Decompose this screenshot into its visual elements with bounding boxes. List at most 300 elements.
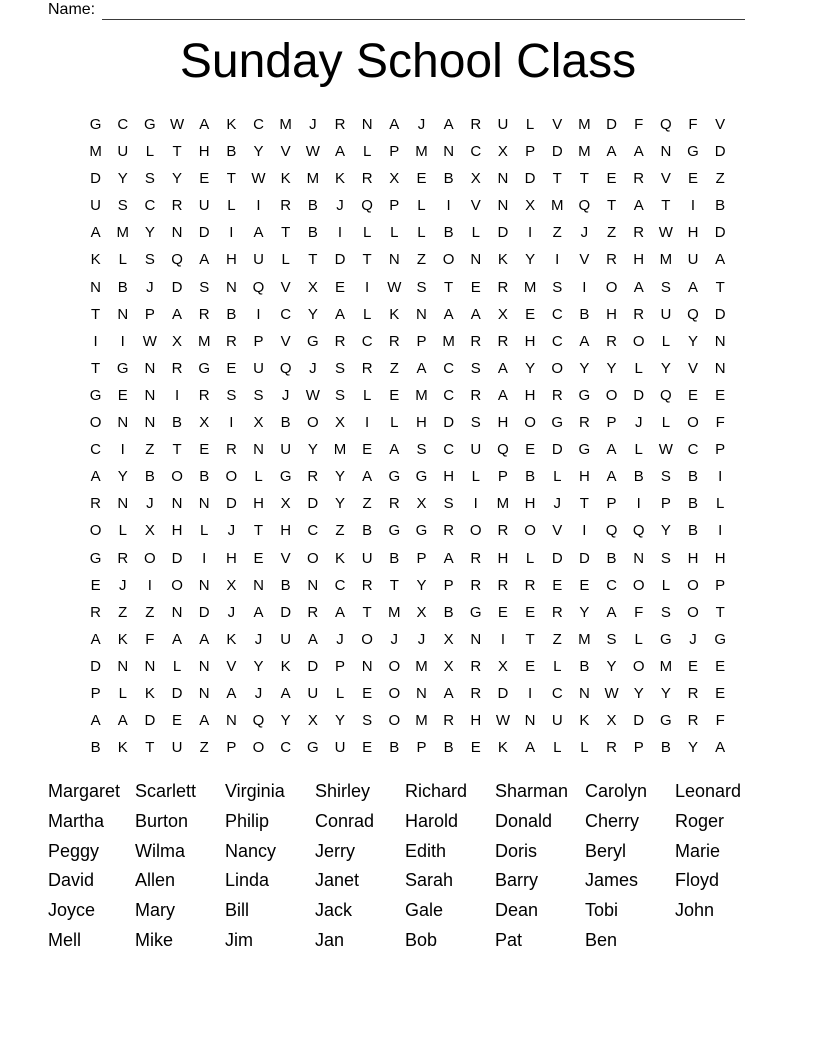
grid-letter: C xyxy=(551,332,563,350)
grid-row xyxy=(82,517,734,544)
word-item: Sarah xyxy=(405,870,454,891)
grid-letter: L xyxy=(553,739,562,757)
grid-letter: E xyxy=(715,657,726,675)
grid-letter: Y xyxy=(253,143,264,161)
grid-letter: P xyxy=(389,143,400,161)
grid-letter: E xyxy=(90,576,101,594)
grid-letter: D xyxy=(307,657,319,675)
word-item: Allen xyxy=(135,870,176,891)
grid-letter: N xyxy=(144,657,156,675)
grid-letter: O xyxy=(388,712,401,730)
grid-letter: Y xyxy=(525,251,536,269)
word-item: Virginia xyxy=(225,781,285,801)
grid-letter: T xyxy=(579,495,589,513)
word-item: Edith xyxy=(405,840,447,861)
grid-letter: X xyxy=(443,630,454,648)
grid-letter: S xyxy=(416,441,427,459)
grid-letter: Q xyxy=(578,197,591,215)
name-blank-line xyxy=(102,0,745,20)
grid-letter: X xyxy=(416,603,427,621)
grid-letter: T xyxy=(715,278,725,296)
grid-letter: J xyxy=(254,630,263,648)
grid-letter: X xyxy=(280,495,291,513)
grid-letter: E xyxy=(715,386,726,404)
grid-letter: U xyxy=(334,739,346,757)
grid-letter: R xyxy=(687,712,699,730)
grid-letter: C xyxy=(551,305,563,323)
word-item: John xyxy=(675,900,715,921)
grid-letter: X xyxy=(199,414,210,432)
grid-letter: R xyxy=(470,386,482,404)
grid-letter: F xyxy=(634,116,644,133)
grid-letter: T xyxy=(172,441,182,459)
grid-letter: X xyxy=(497,657,508,675)
grid-row xyxy=(82,111,734,138)
grid-letter: S xyxy=(199,278,210,296)
grid-letter: D xyxy=(443,414,455,432)
grid-letter: K xyxy=(226,116,237,133)
grid-letter: A xyxy=(715,739,726,757)
grid-letter: R xyxy=(361,359,373,377)
grid-letter: T xyxy=(525,630,535,648)
grid-letter: P xyxy=(715,441,726,459)
grid-letter: X xyxy=(226,576,237,594)
grid-letter: N xyxy=(171,495,183,513)
grid-letter: N xyxy=(714,332,726,350)
grid-letter: L xyxy=(362,143,372,161)
grid-letter: Y xyxy=(660,522,671,540)
grid-letter: O xyxy=(171,468,183,486)
grid-letter: C xyxy=(551,684,563,702)
word-item: Roger xyxy=(675,810,725,831)
grid-letter: Y xyxy=(334,495,345,513)
grid-letter: B xyxy=(90,739,101,757)
grid-letter: O xyxy=(144,549,156,567)
grid-letter: D xyxy=(171,278,183,296)
grid-letter: X xyxy=(172,332,183,350)
grid-letter: V xyxy=(579,251,590,269)
grid-letter: I xyxy=(365,414,370,432)
grid-letter: S xyxy=(660,278,671,296)
grid-letter: T xyxy=(362,603,372,621)
grid-letter: R xyxy=(633,305,645,323)
grid-letter: E xyxy=(362,739,373,757)
grid-letter: Z xyxy=(715,170,725,188)
grid-letter: F xyxy=(688,116,698,133)
grid-letter: I xyxy=(473,495,478,513)
grid-letter: R xyxy=(388,495,400,513)
grid-letter: D xyxy=(551,441,563,459)
grid-letter: B xyxy=(579,305,590,323)
grid-letter: O xyxy=(632,657,645,675)
grid-letter: H xyxy=(524,495,536,513)
grid-letter: P xyxy=(389,197,400,215)
grid-row xyxy=(82,653,734,680)
grid-letter: E xyxy=(552,576,563,594)
grid-letter: I xyxy=(555,251,560,269)
grid-row xyxy=(82,626,734,653)
grid-letter: A xyxy=(443,684,454,702)
grid-letter: D xyxy=(633,386,645,404)
grid-letter: L xyxy=(661,414,671,432)
grid-letter: Z xyxy=(118,603,128,621)
word-item: Ben xyxy=(585,929,618,950)
grid-letter: L xyxy=(580,739,589,757)
grid-letter: J xyxy=(336,197,344,215)
grid-letter: S xyxy=(362,712,373,730)
grid-letter: U xyxy=(90,197,101,215)
grid-letter: A xyxy=(172,630,183,648)
grid-letter: E xyxy=(470,739,481,757)
grid-letter: A xyxy=(443,549,454,567)
grid-letter: C xyxy=(470,143,482,161)
grid-letter: K xyxy=(117,630,128,648)
grid-letter: L xyxy=(362,305,372,323)
grid-letter: N xyxy=(470,630,482,648)
grid-row xyxy=(82,436,734,463)
grid-row xyxy=(82,545,734,572)
grid-letter: R xyxy=(470,549,482,567)
grid-letter: A xyxy=(606,468,617,486)
grid-letter: H xyxy=(198,143,210,161)
grid-row xyxy=(82,138,734,165)
grid-row xyxy=(82,192,734,219)
grid-letter: Z xyxy=(145,441,155,459)
grid-letter: V xyxy=(226,657,237,675)
grid-letter: K xyxy=(280,657,291,675)
grid-letter: C xyxy=(361,332,373,350)
grid-letter: C xyxy=(280,305,292,323)
grid-letter: Q xyxy=(632,522,645,540)
grid-letter: M xyxy=(442,332,455,350)
grid-letter: U xyxy=(253,251,264,269)
grid-letter: U xyxy=(307,684,319,702)
grid-letter: H xyxy=(416,414,427,432)
word-item: Jan xyxy=(315,929,345,950)
grid-letter: I xyxy=(147,576,152,594)
grid-letter: O xyxy=(551,359,564,377)
grid-letter: R xyxy=(198,386,210,404)
word-list-column xyxy=(225,777,315,956)
grid-letter: R xyxy=(280,197,292,215)
grid-letter: R xyxy=(307,468,319,486)
grid-letter: H xyxy=(225,251,237,269)
grid-letter: D xyxy=(524,170,536,188)
grid-letter: J xyxy=(146,495,154,513)
grid-letter: Y xyxy=(606,359,617,377)
grid-letter: P xyxy=(606,495,617,513)
grid-letter: J xyxy=(634,414,643,432)
grid-letter: C xyxy=(334,576,346,594)
grid-letter: R xyxy=(225,441,237,459)
grid-letter: G xyxy=(551,414,564,432)
grid-letter: J xyxy=(281,386,290,404)
word-item: Sharman xyxy=(495,781,569,801)
grid-letter: G xyxy=(469,603,482,621)
word-list xyxy=(48,777,765,956)
word-item: Carolyn xyxy=(585,781,648,801)
word-item: Jim xyxy=(225,929,253,950)
grid-letter: O xyxy=(171,576,183,594)
grid-letter: A xyxy=(633,278,644,296)
grid-letter: S xyxy=(226,386,237,404)
grid-letter: Y xyxy=(117,170,128,188)
grid-letter: O xyxy=(605,386,618,404)
grid-letter: B xyxy=(144,468,155,486)
grid-letter: V xyxy=(280,143,291,161)
grid-letter: T xyxy=(281,224,291,242)
grid-letter: E xyxy=(362,684,373,702)
grid-letter: E xyxy=(334,278,345,296)
grid-letter: N xyxy=(198,576,210,594)
grid-letter: X xyxy=(416,495,427,513)
grid-letter: A xyxy=(90,712,101,730)
word-list-column xyxy=(135,777,225,956)
grid-letter: I xyxy=(120,441,125,459)
grid-letter: H xyxy=(687,224,699,242)
grid-letter: M xyxy=(333,441,347,459)
grid-letter: K xyxy=(334,549,345,567)
grid-letter: Z xyxy=(335,522,345,540)
grid-letter: N xyxy=(225,278,237,296)
grid-letter: W xyxy=(604,684,619,702)
grid-letter: P xyxy=(253,332,264,350)
grid-letter: R xyxy=(470,116,482,133)
grid-letter: R xyxy=(497,332,509,350)
grid-letter: M xyxy=(578,630,591,648)
grid-letter: L xyxy=(661,332,671,350)
grid-letter: G xyxy=(89,116,102,133)
grid-letter: C xyxy=(90,441,101,459)
grid-letter: O xyxy=(469,522,482,540)
grid-letter: N xyxy=(443,143,455,161)
grid-letter: O xyxy=(687,414,699,432)
grid-letter: G xyxy=(415,468,428,486)
grid-letter: Y xyxy=(688,332,699,350)
grid-letter: E xyxy=(362,441,373,459)
word-list-column xyxy=(405,777,495,956)
grid-letter: B xyxy=(443,739,454,757)
grid-letter: S xyxy=(660,549,671,567)
grid-letter: G xyxy=(279,468,292,486)
word-item: Jack xyxy=(315,900,353,921)
grid-letter: U xyxy=(280,630,292,648)
grid-letter: D xyxy=(606,116,617,133)
grid-letter: N xyxy=(225,712,237,730)
grid-letter: B xyxy=(715,197,726,215)
grid-letter: I xyxy=(174,386,180,404)
grid-letter: C xyxy=(443,359,455,377)
grid-letter: C xyxy=(606,576,617,594)
name-label: Name: xyxy=(48,1,96,18)
grid-letter: L xyxy=(417,224,426,242)
word-item: Mell xyxy=(48,929,82,950)
grid-letter: A xyxy=(253,224,264,242)
grid-letter: O xyxy=(306,549,319,567)
grid-letter: G xyxy=(388,468,401,486)
grid-letter: Y xyxy=(416,576,427,594)
grid-letter: R xyxy=(524,576,536,594)
grid-letter: R xyxy=(307,603,319,621)
grid-letter: P xyxy=(416,549,427,567)
grid-letter: R xyxy=(334,332,346,350)
grid-letter: R xyxy=(497,278,509,296)
grid-letter: G xyxy=(306,332,319,350)
grid-letter: R xyxy=(497,522,509,540)
grid-letter: S xyxy=(144,251,155,269)
word-list-column xyxy=(48,777,135,956)
grid-letter: G xyxy=(578,386,591,404)
grid-row xyxy=(82,680,734,707)
grid-letter: B xyxy=(199,468,210,486)
grid-letter: B xyxy=(443,603,454,621)
grid-letter: I xyxy=(582,278,587,296)
grid-row xyxy=(82,274,734,301)
grid-letter: D xyxy=(551,549,563,567)
grid-letter: A xyxy=(633,143,644,161)
grid-letter: K xyxy=(90,251,101,269)
grid-letter: L xyxy=(634,441,643,459)
grid-letter: R xyxy=(90,495,101,513)
grid-letter: M xyxy=(578,116,591,133)
grid-letter: E xyxy=(688,170,699,188)
grid-letter: G xyxy=(144,116,156,133)
grid-letter: J xyxy=(309,359,317,377)
grid-letter: U xyxy=(551,712,563,730)
grid-letter: I xyxy=(527,224,533,242)
grid-letter: U xyxy=(660,305,672,323)
grid-letter: H xyxy=(280,522,292,540)
grid-letter: Z xyxy=(552,224,562,242)
grid-letter: B xyxy=(688,495,699,513)
grid-letter: P xyxy=(144,305,155,323)
grid-letter: X xyxy=(497,143,508,161)
grid-letter: L xyxy=(634,630,643,648)
grid-letter: O xyxy=(442,251,455,269)
grid-letter: B xyxy=(307,224,318,242)
grid-letter: Y xyxy=(660,684,671,702)
grid-letter: T xyxy=(444,278,454,296)
grid-letter: Q xyxy=(171,251,183,269)
grid-letter: K xyxy=(497,739,508,757)
grid-letter: T xyxy=(90,359,101,377)
grid-letter: I xyxy=(527,684,533,702)
grid-letter: I xyxy=(256,197,261,215)
grid-letter: T xyxy=(606,197,617,215)
grid-letter: Z xyxy=(362,495,372,513)
grid-letter: Y xyxy=(307,305,318,323)
grid-letter: L xyxy=(553,657,562,675)
grid-letter: O xyxy=(388,657,401,675)
grid-letter: W xyxy=(305,143,320,161)
grid-letter: A xyxy=(470,305,481,323)
grid-letter: C xyxy=(117,116,129,133)
grid-letter: I xyxy=(690,197,696,215)
word-list-column xyxy=(315,777,405,956)
grid-letter: M xyxy=(578,143,591,161)
grid-letter: M xyxy=(116,224,129,242)
grid-letter: S xyxy=(552,278,563,296)
grid-letter: V xyxy=(715,116,726,133)
grid-letter: J xyxy=(417,630,426,648)
grid-letter: X xyxy=(307,712,318,730)
grid-letter: I xyxy=(500,630,505,648)
grid-letter: X xyxy=(307,278,318,296)
grid-letter: R xyxy=(470,657,482,675)
grid-letter: Q xyxy=(660,386,672,404)
grid-letter: P xyxy=(497,468,508,486)
grid-letter: A xyxy=(389,116,400,133)
grid-letter: E xyxy=(199,170,210,188)
grid-letter: X xyxy=(606,712,617,730)
grid-letter: M xyxy=(388,603,401,621)
grid-letter: U xyxy=(497,116,509,133)
grid-letter: Y xyxy=(144,224,155,242)
grid-letter: A xyxy=(606,603,617,621)
grid-letter: M xyxy=(496,495,510,513)
grid-letter: V xyxy=(280,549,291,567)
word-item: Barry xyxy=(495,870,539,891)
word-item: Bob xyxy=(405,929,438,950)
grid-letter: X xyxy=(389,170,400,188)
grid-letter: E xyxy=(715,684,726,702)
grid-letter: Y xyxy=(117,468,128,486)
grid-letter: N xyxy=(144,359,156,377)
grid-row xyxy=(82,572,734,599)
grid-letter: P xyxy=(226,739,237,757)
grid-letter: N xyxy=(171,224,183,242)
grid-letter: I xyxy=(582,522,587,540)
grid-letter: Z xyxy=(416,251,427,269)
grid-letter: B xyxy=(579,657,590,675)
grid-letter: H xyxy=(253,495,264,513)
grid-letter: E xyxy=(199,441,210,459)
grid-letter: Y xyxy=(280,712,291,730)
grid-letter: N xyxy=(361,116,373,133)
grid-letter: H xyxy=(714,549,726,567)
grid-letter: R xyxy=(470,684,482,702)
grid-letter: B xyxy=(280,576,291,594)
grid-letter: E xyxy=(172,712,183,730)
grid-letter: N xyxy=(470,251,482,269)
word-item: Nancy xyxy=(225,840,277,861)
grid-letter: Q xyxy=(687,305,699,323)
grid-letter: A xyxy=(90,630,101,648)
grid-letter: A xyxy=(579,332,590,350)
word-item: Janet xyxy=(315,870,360,891)
grid-letter: R xyxy=(117,549,129,567)
grid-letter: Z xyxy=(145,603,155,621)
grid-letter: G xyxy=(660,630,672,648)
grid-letter: Z xyxy=(552,630,562,648)
word-item: Cherry xyxy=(585,810,640,831)
grid-letter: F xyxy=(634,603,644,621)
grid-letter: X xyxy=(470,170,481,188)
grid-letter: J xyxy=(227,603,236,621)
grid-letter: B xyxy=(606,549,617,567)
grid-letter: I xyxy=(718,522,723,540)
grid-letter: L xyxy=(417,197,426,215)
grid-letter: D xyxy=(714,224,726,242)
grid-letter: I xyxy=(337,224,343,242)
grid-letter: D xyxy=(551,143,563,161)
grid-letter: B xyxy=(688,468,699,486)
grid-letter: O xyxy=(524,522,536,540)
grid-letter: N xyxy=(388,251,400,269)
grid-letter: I xyxy=(229,414,234,432)
grid-letter: L xyxy=(525,116,535,133)
grid-letter: M xyxy=(279,116,292,133)
